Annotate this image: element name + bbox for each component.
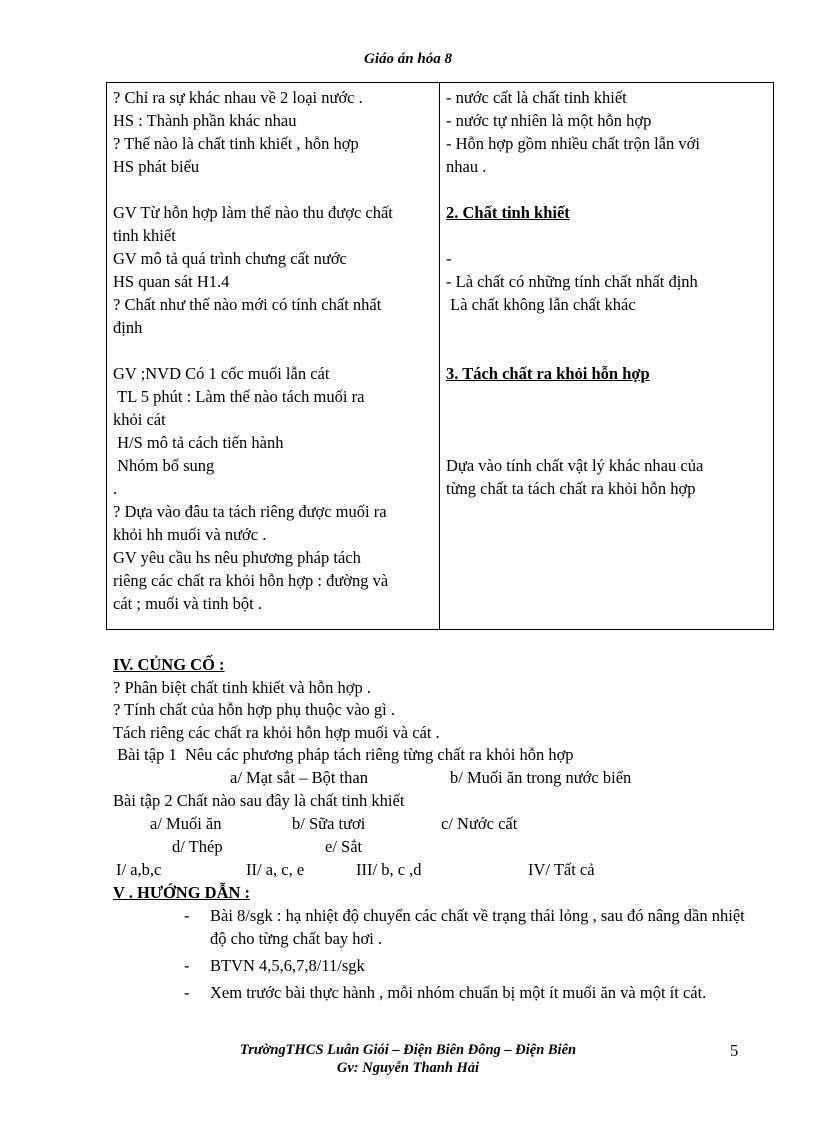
guidance-item: - Xem trước bài thực hành , mỗi nhóm chuẩn bị một ít muối ăn và một ít cát. (184, 983, 707, 1002)
activity-line: HS : Thành phần khác nhau (113, 111, 297, 130)
answer-4: IV/ Tất cả (528, 860, 595, 879)
content-line: - Hỗn hợp gồm nhiều chất trộn lẫn với (446, 134, 700, 153)
content-cell (440, 83, 774, 630)
option-d: d/ Thép (172, 837, 223, 856)
activity-line: riêng các chất ra khỏi hỗn hợp : đường và (113, 571, 389, 590)
activity-line: tinh khiết (113, 226, 176, 245)
exercise-1-option-a: a/ Mạt sắt – Bột than (230, 768, 368, 787)
activity-line: GV ;NVD Có 1 cốc muối lẫn cát (113, 364, 330, 383)
section-2-line: Là chất không lẫn chất khác (446, 295, 636, 314)
answer-3: III/ b, c ,d (356, 860, 422, 879)
activity-line: GV Từ hỗn hợp làm thế nào thu được chất (113, 203, 393, 222)
option-b: b/ Sữa tươi (292, 814, 366, 833)
activity-line: ? Dựa vào đâu ta tách riêng được muối ra (113, 502, 387, 521)
activity-line: GV yêu cầu hs nêu phương pháp tách (113, 548, 361, 567)
section-2-title: 2. Chất tinh khiết (446, 203, 570, 222)
option-a: a/ Muối ăn (150, 814, 222, 833)
lesson-table (106, 82, 774, 630)
activity-line: GV mô tả quá trình chưng cất nước (113, 249, 347, 268)
activity-line: . (113, 479, 118, 498)
activity-line: HS quan sát H1.4 (113, 272, 230, 291)
page-footer (0, 1041, 816, 1077)
consolidation-line: ? Phân biệt chất tinh khiết và hỗn hợp . (113, 677, 372, 697)
footer-school: TrườngTHCS Luân Giói – Điện Biên Đông – Điện Biên (239, 1042, 577, 1058)
option-e: e/ Sắt (325, 837, 363, 856)
activity-line: TL 5 phút : Làm thế nào tách muối ra (113, 387, 365, 406)
section-3-line: từng chất ta tách chất ra khỏi hỗn hợp (446, 479, 696, 498)
activity-line: H/S mô tả cách tiến hành (113, 433, 284, 452)
option-c: c/ Nước cất (441, 814, 518, 833)
activity-line: khỏi hh muối và nước . (113, 525, 267, 544)
content-line: - nước cất là chất tinh khiết (446, 88, 627, 107)
exercise-1-option-b: b/ Muối ăn trong nước biển (450, 768, 632, 787)
section-2-line: - Là chất có những tính chất nhất định (446, 272, 698, 291)
activity-line: ? Chỉ ra sự khác nhau về 2 loại nước . (113, 88, 363, 107)
guidance-list (184, 904, 754, 1004)
activity-line: ? Chất như thế nào mới có tính chất nhất (113, 295, 382, 314)
teacher-student-activity-cell (107, 83, 440, 630)
activity-line: HS phát biểu (113, 157, 200, 176)
activity-line: Nhóm bổ sung (113, 456, 215, 475)
footer-teacher: Gv: Nguyễn Thanh Hải (336, 1060, 480, 1076)
consolidation-line: ? Tính chất của hỗn hợp phụ thuộc vào gì . (113, 700, 395, 719)
activity-line: định (113, 318, 143, 337)
activity-line (113, 339, 433, 362)
activity-line: cát ; muối và tinh bột . (113, 594, 262, 613)
guidance-title: V . HƯỚNG DẪN : (113, 883, 251, 902)
exercise-2: Bài tập 2 Chất nào sau đây là chất tinh khiết (113, 791, 405, 810)
page-header: Giáo án hóa 8 (364, 51, 452, 67)
section-3-line: Dựa vào tính chất vật lý khác nhau của (446, 456, 704, 475)
section-3-title: 3. Tách chất ra khỏi hỗn hợp (446, 364, 650, 383)
guidance-item: - BTVN 4,5,6,7,8/11/sgk (184, 956, 365, 975)
answer-1: I/ a,b,c (116, 860, 162, 879)
consolidation-line: Tách riêng các chất ra khỏi hỗn hợp muối và cát . (113, 722, 440, 742)
activity-line (113, 178, 433, 201)
page-number: 5 (730, 1041, 739, 1060)
consolidation-section (113, 654, 574, 767)
exercise-1: Bài tập 1 Nêu các phương pháp tách riêng từng chất ra khỏi hỗn hợp (113, 745, 574, 764)
consolidation-title: IV. CỦNG CỐ : (113, 655, 225, 674)
activity-line: khỏi cát (113, 410, 166, 429)
guidance-item: - Bài 8/sgk : hạ nhiệt độ chuyển các chất về trạng thái lỏng , sau đó nâng dần nhiệt độ cho từng chất bay hơi . (184, 906, 745, 948)
content-line: - nước tự nhiên là một hỗn hợp (446, 111, 652, 130)
answer-2: II/ a, c, e (246, 860, 305, 879)
section-2-line: - (446, 249, 452, 268)
content-line: nhau . (446, 157, 487, 176)
activity-line: ? Thế nào là chất tinh khiết , hỗn hợp (113, 134, 359, 153)
